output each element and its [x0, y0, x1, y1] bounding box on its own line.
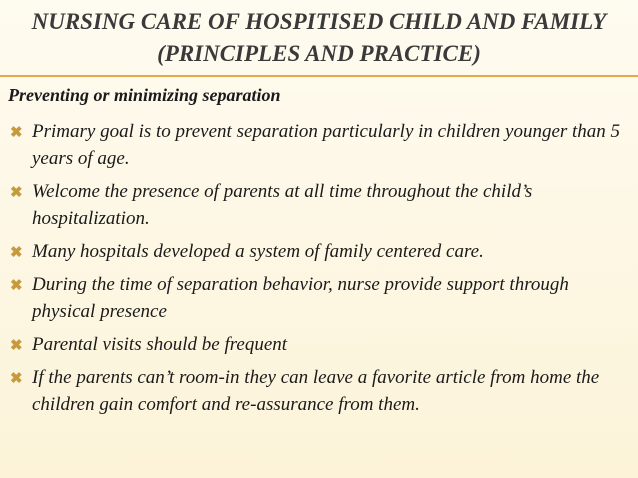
- bullet-text: Primary goal is to prevent separation particularly in children younger than 5 years of age.: [32, 121, 621, 169]
- list-item: [8, 238, 633, 265]
- bullet-text: If the parents can’t room-in they can leave a favorite article from home the children gain comfort and re-assurance from them.: [32, 367, 600, 415]
- bullet-text: Many hospitals developed a system of family centered care.: [32, 241, 484, 262]
- bullet-text: During the time of separation behavior, nurse provide support through physical presence: [32, 274, 569, 322]
- x-bullet-icon: ✖: [10, 338, 23, 354]
- list-item: [8, 271, 633, 325]
- x-bullet-icon: ✖: [10, 245, 23, 261]
- list-item: [8, 331, 633, 358]
- list-item: [8, 118, 633, 172]
- x-bullet-icon: ✖: [10, 125, 23, 141]
- section-heading: Preventing or minimizing separation: [8, 85, 281, 105]
- title-divider: [0, 75, 638, 77]
- x-bullet-icon: ✖: [10, 185, 23, 201]
- bullet-text: Parental visits should be frequent: [32, 334, 288, 355]
- slide-title: NURSING CARE OF HOSPITISED CHILD AND FAMILY (PRINCIPLES AND PRACTICE): [31, 9, 607, 66]
- bullet-text: Welcome the presence of parents at all time throughout the child’s hospitalization.: [32, 181, 533, 229]
- x-bullet-icon: ✖: [10, 278, 23, 294]
- x-bullet-icon: ✖: [10, 371, 23, 387]
- list-item: [8, 364, 633, 418]
- list-item: [8, 178, 633, 232]
- bullet-list: [8, 118, 633, 424]
